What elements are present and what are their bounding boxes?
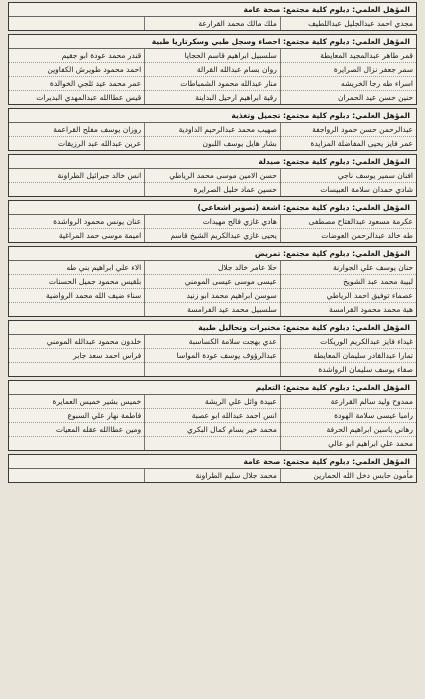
names-table [9,123,416,150]
section-box [8,454,417,483]
section-title: المؤهل العلمي: دبلوم كلية مجتمع: تجميل وتغذية [9,109,416,123]
name-cell [145,437,281,451]
table-row [9,363,416,377]
table-row [9,289,416,303]
table-row [9,303,416,317]
section-title: المؤهل العلمي: دبلوم كلية مجتمع: صحة عامة [9,3,416,17]
section-title: المؤهل العلمي: دبلوم كلية مجتمع: التعليم [9,381,416,395]
section-title: المؤهل العلمي: دبلوم كلية مجتمع: صحة عامة [9,455,416,469]
name-cell: عدي بهجت سلامة الكساسبة [145,335,281,349]
table-row [9,215,416,229]
name-cell: محمد جلال سليم الطراونة [145,469,281,482]
section-box [8,246,417,317]
name-cell: انس احمد عبدالله ابو عصبة [145,409,281,423]
section-box [8,200,417,243]
name-cell: بشار هايل يوسف اللبون [145,137,281,151]
section-box [8,34,417,105]
name-cell: ممدوح وليد سالم القرارعة [280,395,416,409]
name-cell: عيسى موسى عيسى المومني [145,275,281,289]
name-cell: عنان يونس محمود الرواشدة [9,215,145,229]
name-cell: عصماء توفيق احمد الرياطي [280,289,416,303]
table-row [9,229,416,243]
name-cell: غيداء فايز عبدالكريم الوريكات [280,335,416,349]
name-cell [9,469,145,482]
table-row [9,335,416,349]
table-row [9,77,416,91]
name-cell: صهيب محمد عبدالرحيم الداودية [145,123,281,137]
name-cell: روان بسام عبدالله القرالة [145,63,281,77]
name-cell: مجدي احمد عبدالجليل عبداللطيف [280,17,416,30]
section-box [8,2,417,31]
name-cell: قندر محمد عودة ابو جقيم [9,49,145,63]
name-cell: يحيى غازي عبدالكريم الشيخ قاسم [145,229,281,243]
name-cell [9,303,145,317]
name-cell: رامبا عيسى سلامة الهودة [280,409,416,423]
section-box [8,108,417,151]
table-row [9,17,416,30]
name-cell: منار عبدالله محمود الشمباطات [145,77,281,91]
name-cell: محمد خير بسام كمال البكري [145,423,281,437]
name-cell [9,183,145,197]
name-cell: ومين عطاالله عقله المعيات [9,423,145,437]
names-table [9,395,416,450]
name-cell: عبيدة وائل علي الريشة [145,395,281,409]
name-cell: عرين عبدالله عبد الرزيقات [58,139,142,148]
name-cell: لبيبة محمد عبد الشويخ [280,275,416,289]
name-cell: رهاني ياسين ابراهيم الحرفة [280,423,416,437]
names-table [9,215,416,242]
names-table [9,49,416,104]
name-cell: فاطمة نهار علي السبوع [9,409,145,423]
name-cell: حسن الامين موسى محمد الرياطي [145,169,281,183]
name-cell: عمر فايز يحيى المفاضلة المزايدة [280,137,416,151]
name-cell: سلسبيل محمد عيد الفرامسة [145,303,281,317]
name-cell: محمد علي ابراهيم ابو عالي [280,437,416,451]
table-row [9,137,416,151]
name-cell: اميمة موسى حمد المراغية [58,231,142,240]
section-title: المؤهل العلمي: دبلوم كلية مجتمع: تمريض [9,247,416,261]
table-row [9,423,416,437]
name-cell [9,437,145,451]
names-table [9,169,416,196]
table-row [9,169,416,183]
name-cell: حسين عماد خليل الصرايرة [145,183,281,197]
section-box [8,380,417,451]
name-cell: انس خالد جبرائيل الطراونة [9,169,145,183]
name-cell: خلدون محمود عبدالله المومني [9,335,145,349]
table-row [9,469,416,482]
name-cell: عبدالرحمن حسن حمود الرواجفة [280,123,416,137]
name-cell: طه خالد عبدالرحمن العوضات [280,229,416,243]
name-cell: سمر جعفر نزال الصرايرة [280,63,416,77]
name-cell: شادي حمدان سلامة العبيسات [280,183,416,197]
name-cell [9,363,145,377]
name-cell: سوسن ابراهيم محمد ابو زنيد [145,289,281,303]
table-row [9,437,416,451]
section-title: المؤهل العلمي: دبلوم كلية مجتمع: صيدلة [9,155,416,169]
section-box [8,320,417,377]
table-row [9,91,416,105]
name-cell: مأمون حابس دخل الله الحمارين [280,469,416,482]
table-row [9,63,416,77]
section-title: المؤهل العلمي: دبلوم كلية مجتمع: احصاء وسجل طبي وسكرتاريا طبية [9,35,416,49]
name-cell: افنان سمير يوسف ناجي [280,169,416,183]
name-cell: هادي غازي فالح مهيدات [145,215,281,229]
name-cell [145,363,281,377]
name-cell: عكرمة مسعود عبدالفتاح مصطفى [280,215,416,229]
name-cell: ملك مالك محمد القرارعة [145,17,281,30]
names-table [9,17,416,30]
table-row [9,409,416,423]
name-cell: اسراء طه رجا الخريشه [280,77,416,91]
name-cell: رقية ابراهيم ارحيل البداينة [145,91,281,105]
table-row [9,395,416,409]
name-cell: احمد محمود طويرش الكفاوين [9,63,145,77]
table-row [9,349,416,363]
name-cell: عمر محمد عيد ثلجي الخوالدة [9,77,145,91]
section-box [8,154,417,197]
table-row [9,275,416,289]
section-title: المؤهل العلمي: دبلوم كلية مجتمع: مختبرات وتحاليل طبية [9,321,416,335]
name-cell: هبة محمد محمود القرامسة [280,303,416,317]
table-row [9,49,416,63]
section-title: المؤهل العلمي: دبلوم كلية مجتمع: اشعة (تصوير اشعاعي) [9,201,416,215]
names-table [9,261,416,316]
name-cell: روزان يوسف مفلح القراعمة [9,123,145,137]
names-table [9,469,416,482]
name-cell: بلقيس محمود جميل الحسنات [9,275,145,289]
name-cell: سناء ضيف الله محمد الرواضية [9,289,145,303]
name-cell: خميس بشير خميس العمايرة [9,395,145,409]
name-cell: حلا عامر خالد جلال [145,261,281,275]
name-cell: عبدالرؤوف يوسف عودة المواسا [145,349,281,363]
name-cell: الاء علي ابراهيم بني طه [9,261,145,275]
table-row [9,183,416,197]
name-cell: فراس احمد سعد جابر [9,349,145,363]
name-cell: صفاء يوسف سليمان الرواشدة [280,363,416,377]
name-cell: تمارا عبدالقادر سليمان المعايطة [280,349,416,363]
name-cell: قيس عطاالله عبدالمهدي البديرات [36,93,142,102]
name-cell: قمر طاهر عبدالمجيد المعايطة [280,49,416,63]
name-cell: حنين حسن عيد الحمران [280,91,416,105]
name-cell: سلسبيل ابراهيم قاسم الحجايا [145,49,281,63]
table-row [9,123,416,137]
name-cell: حنان يوسف علي الجوارنة [280,261,416,275]
name-cell [9,17,145,30]
names-table [9,335,416,376]
table-row [9,261,416,275]
